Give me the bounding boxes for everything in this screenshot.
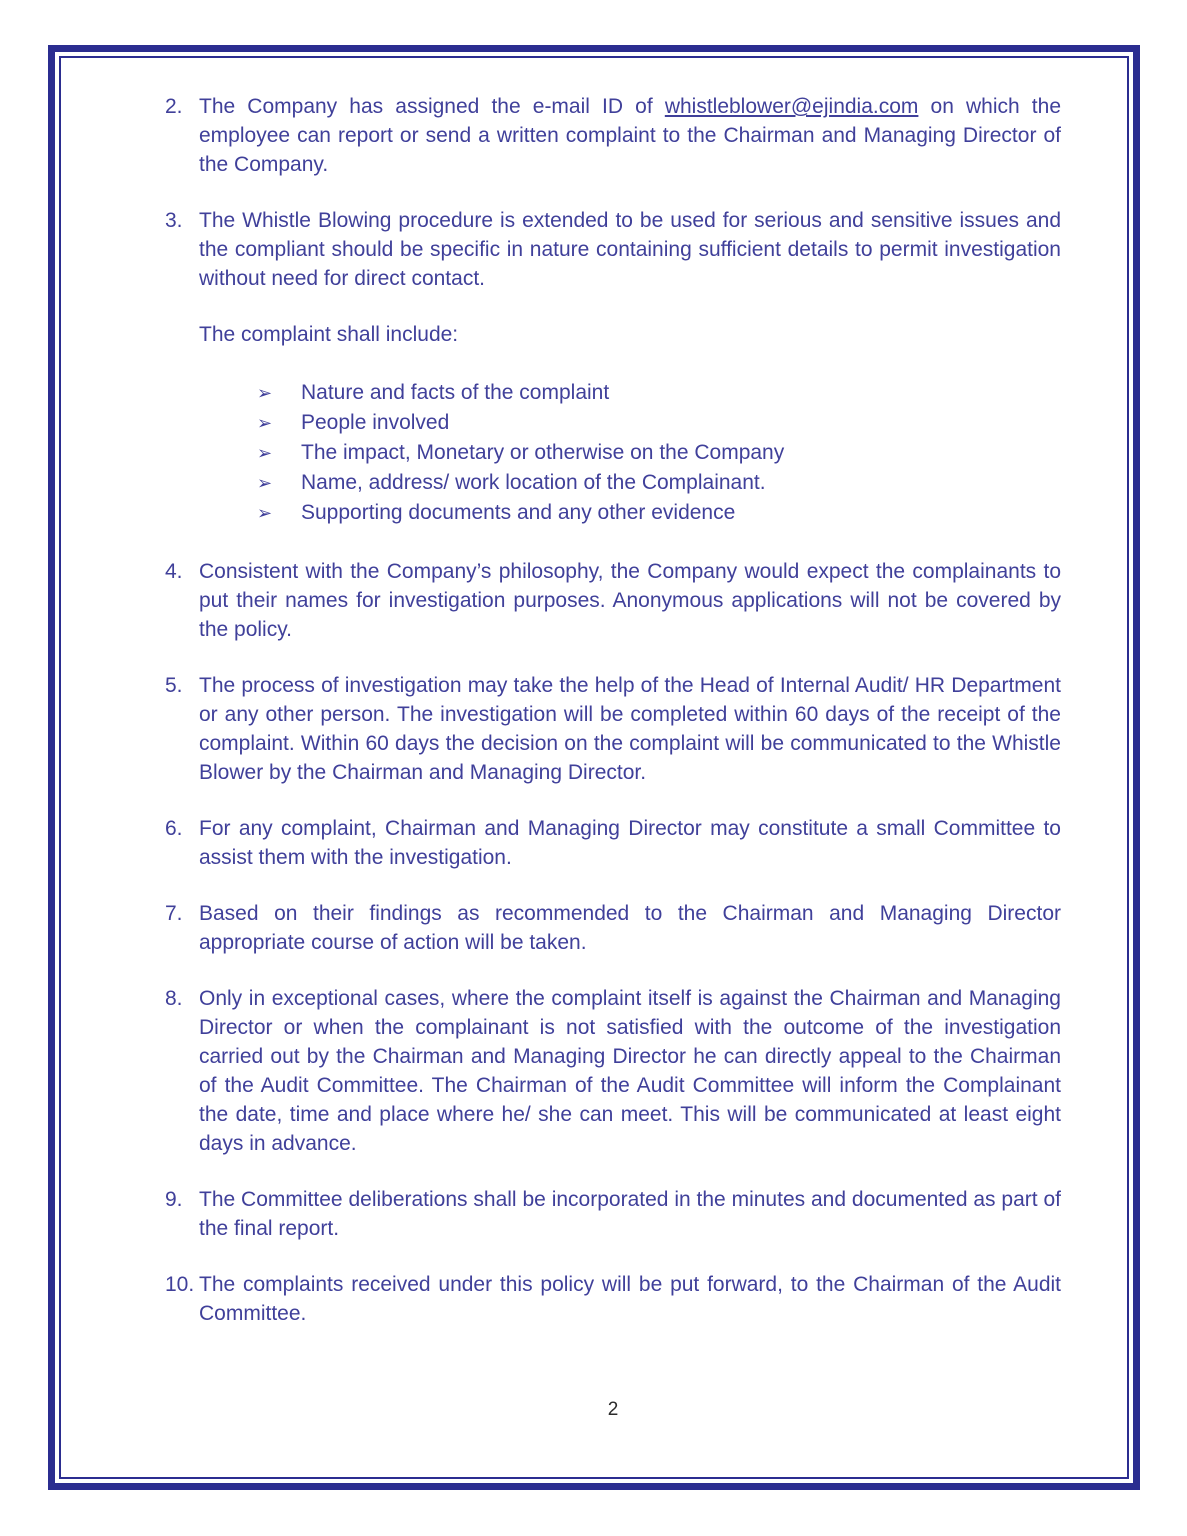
- item-text-pre: The Company has assigned the e-mail ID of: [199, 95, 665, 118]
- page-border: [48, 45, 1140, 1490]
- complaint-intro: [165, 320, 1061, 349]
- email-link[interactable]: whistleblower@ejindia.com: [664, 95, 919, 118]
- arrow-bullet-icon: ➢: [257, 413, 273, 434]
- arrow-bullet-icon: ➢: [257, 473, 273, 494]
- page-border-inner: [59, 56, 1129, 1479]
- arrow-bullet-icon: ➢: [257, 503, 273, 524]
- complaint-intro-text: The complaint shall include:: [199, 323, 459, 346]
- bullet-text: The impact, Monetary or otherwise on the Company: [301, 441, 785, 464]
- item-text: Based on their findings as recommended to the Chairman and Managing Director appropriate course of action will be taken.: [199, 902, 1061, 954]
- item-text: [199, 95, 1061, 176]
- numbered-item-3: [165, 206, 1061, 293]
- numbered-item-4: [165, 557, 1061, 644]
- item-number: 5.: [165, 674, 183, 697]
- item-number: 8.: [165, 987, 183, 1010]
- numbered-item-10: [165, 1270, 1061, 1328]
- bullet-item: [257, 408, 1061, 438]
- bullet-text: Name, address/ work location of the Complainant.: [301, 471, 766, 494]
- item-number: 10.: [165, 1273, 195, 1296]
- item-number: 2.: [165, 95, 183, 118]
- item-text-post: on which the employee can report or send a written complaint to the Chairman and Managing Director of the Company.: [199, 95, 1061, 176]
- item-text: Only in exceptional cases, where the complaint itself is against the Chairman and Managing Director or when the complainant is not satisfied with the outcome of the investigation carried out by the Chairman and Managing Director he can directly appeal to the Chairman of the Audit Committee. The Chairman of the Audit Committee will inform the Complainant the date, time and place where he/ she can meet. This will be communicated at least eight days in advance.: [199, 987, 1061, 1155]
- bullet-text: Nature and facts of the complaint: [301, 381, 610, 404]
- numbered-item-2: [165, 92, 1061, 179]
- numbered-item-6: [165, 814, 1061, 872]
- item-number: 4.: [165, 560, 183, 583]
- bullet-item: [257, 468, 1061, 498]
- item-text: The Committee deliberations shall be incorporated in the minutes and documented as part of the final report.: [199, 1188, 1061, 1240]
- bullet-item: [257, 498, 1061, 528]
- numbered-item-9: [165, 1185, 1061, 1243]
- bullet-text: Supporting documents and any other evidence: [301, 501, 736, 524]
- item-number: 3.: [165, 209, 183, 232]
- item-text: The process of investigation may take the help of the Head of Internal Audit/ HR Department or any other person. The investigation will be completed within 60 days of the receipt of the complaint. Within 60 days the decision on the complaint will be communicated to the Whistle Blower by the Chairman and Managing Director.: [199, 674, 1061, 784]
- arrow-bullet-icon: ➢: [257, 443, 273, 464]
- arrow-bullet-icon: ➢: [257, 383, 273, 404]
- numbered-item-8: [165, 984, 1061, 1158]
- bullet-text: People involved: [301, 411, 450, 434]
- item-number: 7.: [165, 902, 183, 925]
- numbered-item-5: [165, 671, 1061, 787]
- bullet-item: [257, 378, 1061, 408]
- bullet-item: [257, 438, 1061, 468]
- item-number: 9.: [165, 1188, 183, 1211]
- item-text: The Whistle Blowing procedure is extended to be used for serious and sensitive issues and the compliant should be specific in nature containing sufficient details to permit investigation without need for direct contact.: [199, 209, 1061, 290]
- item-number: 6.: [165, 817, 183, 840]
- item-text: For any complaint, Chairman and Managing Director may constitute a small Committee to assist them with the investigation.: [199, 817, 1061, 869]
- item-text: Consistent with the Company’s philosophy, the Company would expect the complainants to put their names for investigation purposes. Anonymous applications will not be covered by the policy.: [199, 560, 1061, 641]
- item-text: The complaints received under this policy will be put forward, to the Chairman of the Audit Committee.: [199, 1273, 1061, 1325]
- document-body: [165, 92, 1061, 1399]
- page-number: 2: [607, 1399, 619, 1420]
- complaint-bullet-list: [165, 378, 1061, 528]
- numbered-item-7: [165, 899, 1061, 957]
